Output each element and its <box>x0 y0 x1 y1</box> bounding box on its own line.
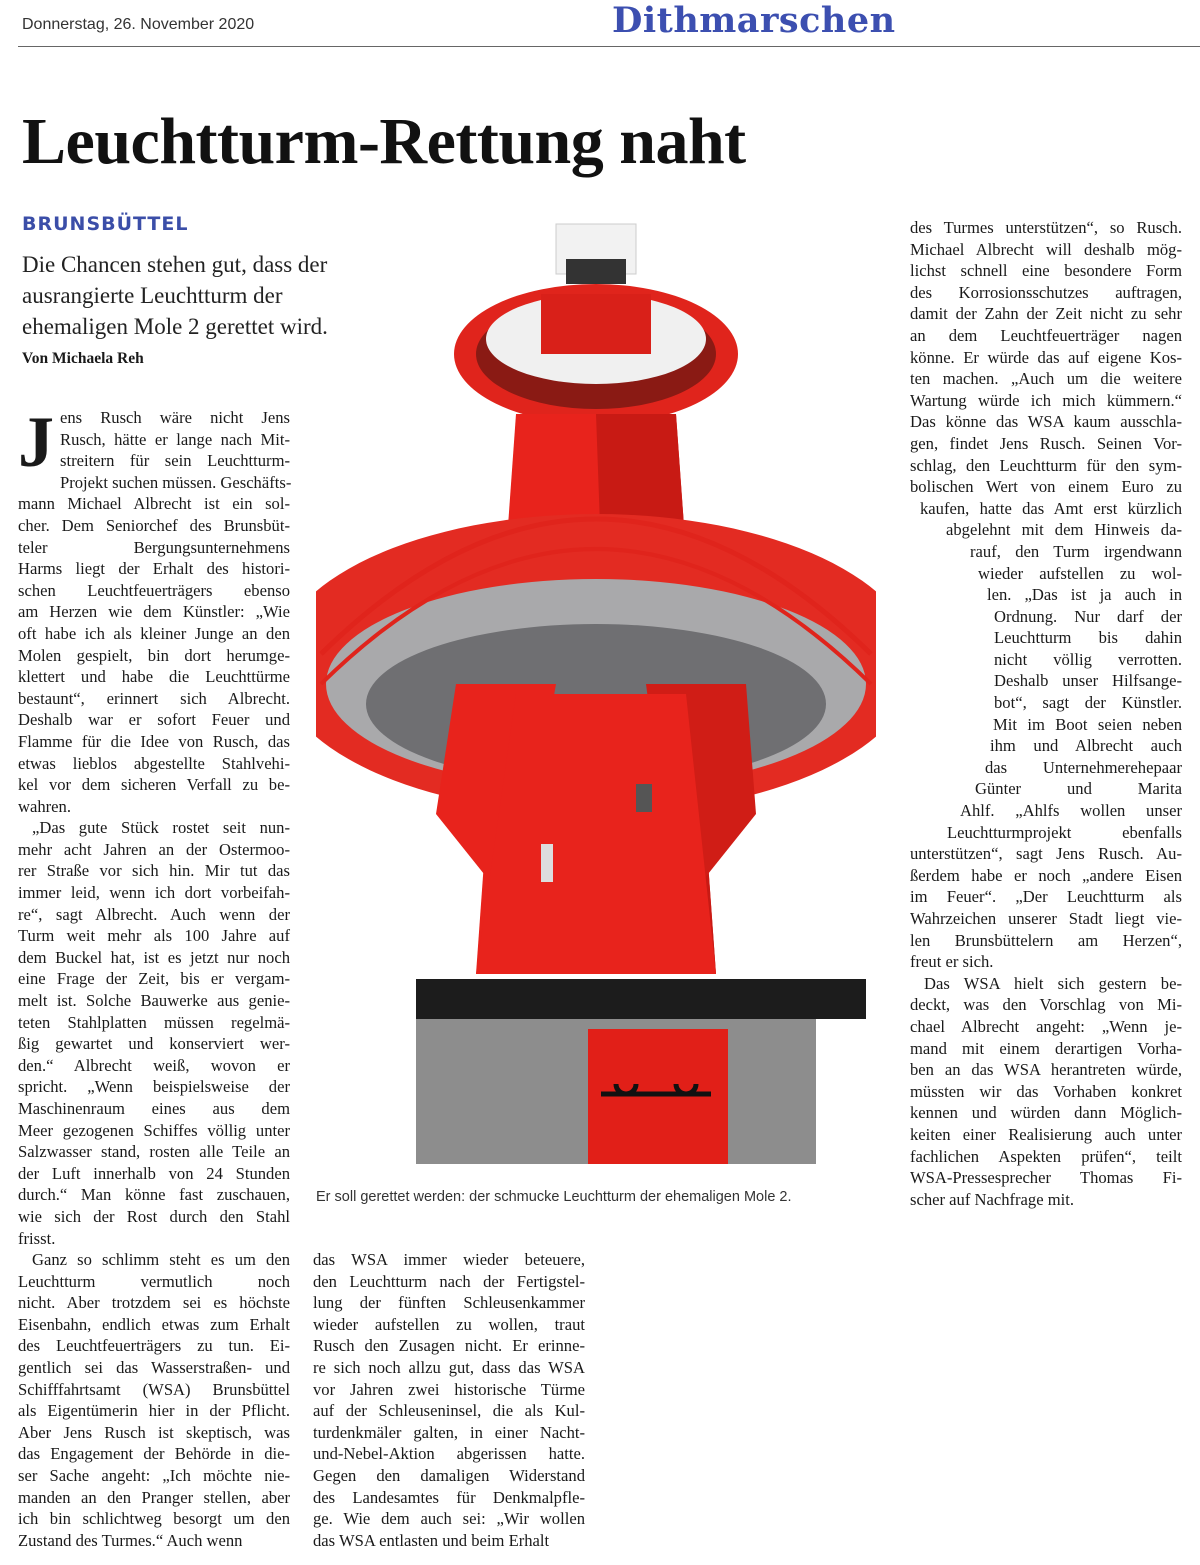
article-text-line: immer leid, wenn ich dort vorbeifah- <box>18 883 290 903</box>
article-text-line: vor Jahren zwei historische Türme <box>313 1379 585 1399</box>
article-text-line: den Leuchtturm nach der Fertigstel- <box>313 1271 585 1291</box>
article-text-line: durch.“ Man könne fast zuschauen, <box>18 1185 290 1205</box>
article-text-line: gentlich sei das Wasserstraßen- und <box>18 1357 290 1377</box>
article-text-line: Mit im Boot seien neben <box>993 714 1182 734</box>
article-text-line: streitern für sein Leuchtturm- <box>60 451 290 471</box>
article-column-2 <box>313 1249 585 1551</box>
article-text-line: damit der Zahn der Zeit nicht zu sehr <box>910 304 1182 324</box>
article-text-line: Projekt suchen müssen. Geschäfts- <box>60 472 292 492</box>
article-text-line: Salzwasser stand, rosten alle Teile an <box>18 1142 290 1162</box>
article-text-line: Deshalb war er sofort Feuer und <box>18 710 290 730</box>
article-text-line: der Luft innerhalb von 24 Stunden <box>18 1163 290 1183</box>
lighthouse-photo <box>316 214 876 1169</box>
article-text-line: oft habe ich als kleiner Junge an den <box>18 623 290 643</box>
article-byline: Von Michaela Reh <box>22 350 144 367</box>
article-text-line: des Landesamtes für Denkmalpfle- <box>313 1487 585 1507</box>
article-text-line: Aber Jens Rusch ist skeptisch, was <box>18 1422 290 1442</box>
article-text-line: ben an das WSA herantreten würde, <box>910 1060 1182 1080</box>
article-text-line: des Leuchtfeuerträgers zu tun. Ei- <box>18 1336 290 1356</box>
article-text-line: kaufen, hatte das Amt erst kürzlich <box>920 498 1182 518</box>
article-text-line: ens Rusch wäre nicht Jens <box>60 408 290 427</box>
article-text-line: keiten einer Realisierung auch unter <box>910 1124 1182 1144</box>
article-text-line: ßig gewartet und konserviert wer- <box>18 1034 290 1054</box>
article-text-line: re sich noch allzu gut, dass das WSA <box>313 1357 585 1377</box>
article-text-line: mehr acht Jahren an der Ostermoo- <box>18 839 290 859</box>
article-text-line: müssten wir das Vorhaben konkret <box>910 1081 1182 1101</box>
article-text-line: etwas lieblos abgestellte Stahlvehi- <box>18 753 290 773</box>
article-text-line: gen, findet Jens Rusch. Seinen Vor- <box>910 433 1182 453</box>
photo-caption: Er soll gerettet werden: der schmucke Leuchtturm der ehemaligen Mole 2. <box>316 1189 792 1205</box>
article-text-line: nicht völlig verrotten. <box>994 649 1182 669</box>
article-text-line: ser Sache angeht: „Ich möchte nie- <box>18 1465 290 1485</box>
article-text-line: WSA-Pressesprecher Thomas Fi- <box>910 1168 1182 1188</box>
article-text-line: unterstützen“, sagt Jens Rusch. Au- <box>910 844 1182 864</box>
article-text-line: ßerdem habe er noch „andere Eisen <box>910 865 1182 885</box>
article-text-line: Maschinenraum eines aus dem <box>18 1099 290 1118</box>
article-text-line: spricht. „Wenn beispielsweise der <box>18 1077 290 1097</box>
article-text-line: Wahrzeichen unserer Stadt liegt vie- <box>910 909 1182 928</box>
drop-cap: J <box>18 402 54 482</box>
article-text-line: frisst. <box>18 1228 56 1248</box>
article-text-line: des Turmes unterstützen“, so Rusch. <box>910 218 1182 237</box>
article-text-line: Harms liegt der Erhalt des histori- <box>18 559 290 579</box>
article-text-line: ihm und Albrecht auch <box>990 736 1182 756</box>
article-text-line: Leuchtturm bis dahin <box>994 628 1182 648</box>
article-text-line: Turm weit mehr als 100 Jahre auf <box>18 926 290 946</box>
article-text-line: Leuchtturmprojekt ebenfalls <box>947 822 1182 842</box>
article-text-line: wie sich der Rost durch den Stahl <box>18 1206 290 1226</box>
article-text-line: rer Straße vor sich hin. Mir tut das <box>18 861 290 881</box>
article-text-line: schlag, den Leuchtturm für den sym- <box>910 455 1182 475</box>
article-text-line: len. „Das ist ja auch in <box>987 585 1182 605</box>
article-text-line: lichst schnell eine besondere Form <box>910 261 1182 281</box>
article-text-line: Zustand des Turmes.“ Auch wenn <box>18 1530 243 1550</box>
article-text-line: lung der fünften Schleusenkammer <box>313 1293 585 1313</box>
article-text-line: wieder aufstellen zu wol- <box>978 563 1182 583</box>
article-text-line: re“, sagt Albrecht. Auch wenn der <box>18 904 290 924</box>
article-text-line: als Eigentümerin hier in der Pflicht. <box>18 1401 290 1421</box>
article-text-line: das Unternehmerehepaar <box>985 757 1182 777</box>
article-text-line: Günter und Marita <box>975 779 1182 799</box>
article-text-line: ten machen. „Auch um die weitere <box>910 369 1182 389</box>
header-divider <box>18 46 1200 47</box>
article-text-line: das WSA entlasten und beim Erhalt <box>313 1530 550 1550</box>
article-text-line: dem Buckel hat, ist es jetzt nur noch <box>18 947 290 967</box>
article-text-line: auf der Schleuseninsel, die als Kul- <box>313 1401 585 1421</box>
issue-date: Donnerstag, 26. November 2020 <box>22 16 255 33</box>
article-text-line: mand mit einem derartigen Vorha- <box>910 1038 1182 1058</box>
article-text-line: ge. Wie dem auch sei: „Wir wollen <box>313 1509 585 1529</box>
article-text-line: schen Leuchtfeuerträgers ebenso <box>18 580 290 600</box>
article-text-line: cher. Dem Seniorchef des Brunsbüt- <box>18 515 290 535</box>
article-text-line: len Brunsbüttelern am Herzen“, <box>910 930 1182 950</box>
article-text-line: nicht. Aber trotzdem sei es höchste <box>18 1293 290 1313</box>
article-text-line: Rusch, hätte er lange nach Mit- <box>60 429 290 449</box>
article-text-line: den.“ Albrecht weiß, wovon er <box>18 1055 290 1075</box>
article-text-line: „Das gute Stück rostet seit nun- <box>32 818 290 838</box>
article-text-line: Flamme für die Idee von Rusch, das <box>18 731 290 751</box>
article-text-line: teler Bergungsunternehmens <box>18 537 290 557</box>
article-text-line: freut er sich. <box>910 952 994 972</box>
article-text-line: könne. Er würde das auf eigene Kos- <box>910 347 1182 367</box>
article-text-line: Ahlf. „Ahlfs wollen unser <box>960 801 1182 821</box>
article-text-line: an dem Leuchtfeuerträger nagen <box>910 325 1182 345</box>
article-text-line: am Herzen wie dem Künstler: „Wie <box>18 602 290 622</box>
article-text-line: mann Michael Albrecht ist ein sol- <box>18 494 290 514</box>
article-text-line: scher auf Nachfrage mit. <box>910 1189 1075 1209</box>
article-text-line: deckt, was den Vorschlag von Mi- <box>910 995 1182 1015</box>
article-column-1-continued <box>18 1249 290 1551</box>
article-text-line: klettert und habe die Leuchttürme <box>18 667 290 687</box>
article-text-line: bolischen Wert von einem Euro zu <box>910 477 1182 497</box>
article-text-line: Ordnung. Nur darf der <box>994 606 1182 626</box>
article-text-line: chael Albrecht angeht: „Wenn je- <box>910 1016 1182 1036</box>
article-text-line: abgelehnt mit dem Hinweis da- <box>946 520 1182 540</box>
article-text-line: Molen gespielt, bin dort herumge- <box>18 645 290 665</box>
article-text-line: manden an den Pranger stellen, aber <box>18 1487 290 1507</box>
article-text-line: und-Nebel-Aktion abgerissen hatte. <box>313 1444 585 1464</box>
article-text-line: im Feuer“. „Der Leuchtturm als <box>910 887 1182 907</box>
article-column-1 <box>18 402 292 1249</box>
article-text-line: melt ist. Solche Bauwerke aus genie- <box>18 991 290 1011</box>
article-text-line: Das könne das WSA kaum ausschla- <box>910 412 1182 432</box>
article-text-line: turdenkmäler galten, in einer Nacht- <box>313 1422 585 1442</box>
article-headline: Leuchtturm-Rettung naht <box>22 105 746 178</box>
article-text-line: kennen und würden dann Möglich- <box>910 1103 1182 1123</box>
article-text-line: Eisenbahn, endlich etwas zum Erhalt <box>18 1314 290 1334</box>
article-text-line: wahren. <box>18 796 71 816</box>
article-column-3 <box>910 217 1182 1210</box>
article-text-line: Michael Albrecht will deshalb mög- <box>910 239 1182 259</box>
article-text-line: Deshalb unser Hilfsange- <box>994 671 1182 691</box>
article-text-line: eine Frage der Zeit, bis er vergam- <box>18 969 290 989</box>
article-text-line: fachlichen Aspekten prüfen“, teilt <box>910 1146 1182 1166</box>
article-text-line: wieder aufstellen zu wollen, traut <box>313 1314 585 1334</box>
article-text-line: Das WSA hielt sich gestern be- <box>924 973 1182 993</box>
article-text-line: Wartung würde ich mich kümmern.“ <box>910 390 1182 410</box>
article-text-line: ich bin schlichtweg besorgt um den <box>18 1509 290 1529</box>
article-text-line: Ganz so schlimm steht es um den <box>32 1250 290 1269</box>
section-masthead: Dithmarschen <box>612 0 896 41</box>
article-text-line: Rusch den Zusagen nicht. Er erinne- <box>313 1336 585 1356</box>
article-text-line: Schifffahrtsamt (WSA) Brunsbüttel <box>18 1379 290 1399</box>
article-text-line: Leuchtturm vermutlich noch <box>18 1271 290 1291</box>
article-text-line: das WSA immer wieder beteuere, <box>313 1250 585 1269</box>
article-text-line: bot“, sagt der Künstler. <box>994 693 1182 713</box>
article-text-line: des Korrosionsschutzes auftragen, <box>910 282 1182 302</box>
article-text-line: das Engagement der Behörde in die- <box>18 1444 290 1464</box>
article-text-line: bestaunt“, erinnert sich Albrecht. <box>18 688 290 708</box>
article-teaser: Die Chancen stehen gut, dass der ausrangierte Leuchtturm der ehemaligen Mole 2 gerettet wird. <box>22 252 328 339</box>
article-text-line: kel vor dem sicheren Verfall zu be- <box>18 775 290 795</box>
article-text-line: teten Stahlplatten müssen regelmä- <box>18 1012 290 1032</box>
article-text-line: Gegen den damaligen Widerstand <box>313 1465 585 1485</box>
article-kicker: BRUNSBÜTTEL <box>22 213 189 235</box>
article-text-line: rauf, den Turm irgendwann <box>970 541 1182 561</box>
article-text-line: Meer gezogenen Schiffes völlig unter <box>18 1120 290 1140</box>
